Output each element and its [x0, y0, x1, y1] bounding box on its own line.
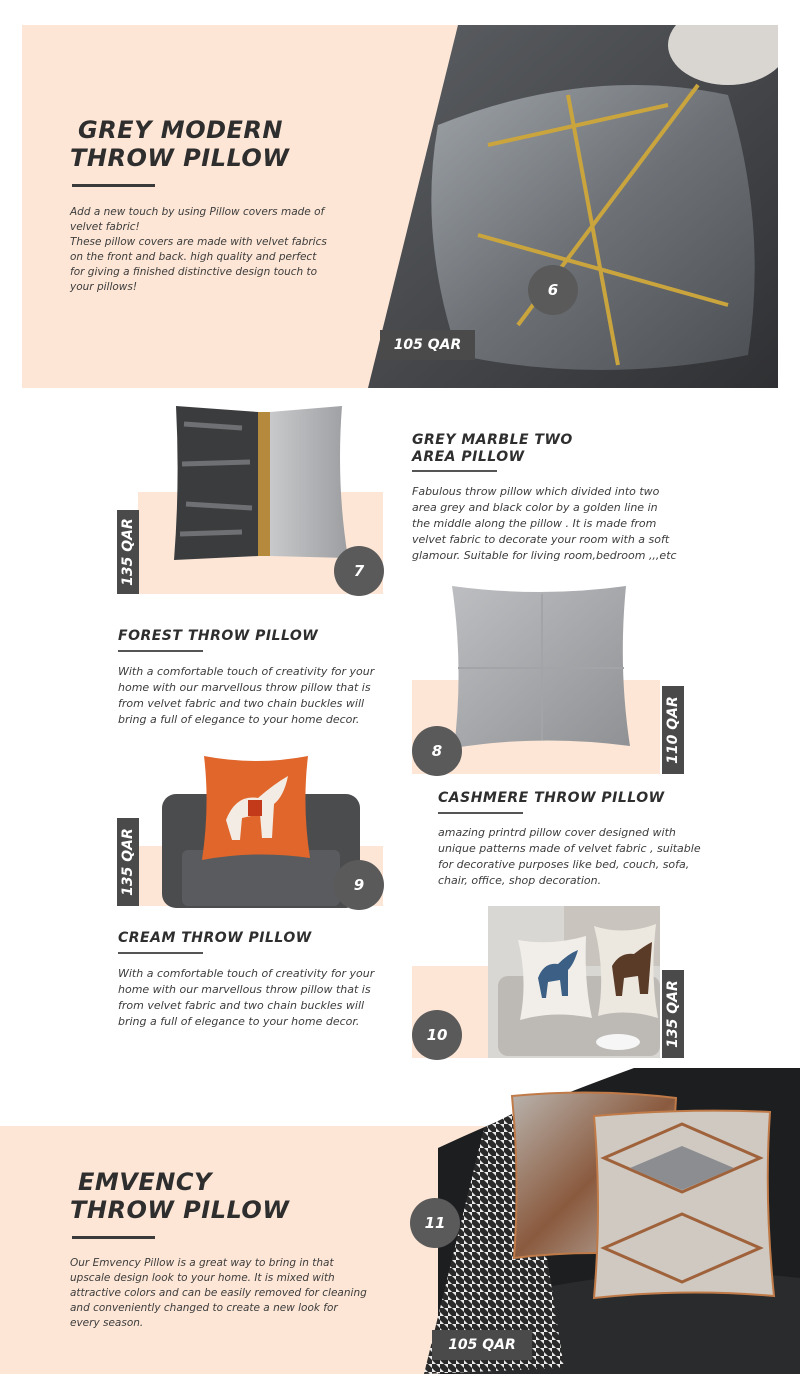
- product-11-photo: [424, 1068, 800, 1374]
- product-10-number-badge: 10: [412, 1010, 462, 1060]
- product-11-title-line1: EMVENCY: [78, 1168, 212, 1196]
- product-10-title-underline: [118, 952, 203, 954]
- product-8-description: With a comfortable touch of creativity for your home with our marvellous throw pillow that is from velvet fabric and two chain buckles will bring a full of elegance to your home decor.: [118, 665, 375, 726]
- product-10-photo: [488, 906, 660, 1058]
- product-10-price-tag: [662, 970, 684, 1058]
- product-9-price-tag: [117, 818, 139, 906]
- product-9-title: CASHMERE THROW PILLOW: [438, 790, 665, 806]
- product-7-description: Fabulous throw pillow which divided into two area grey and black color by a golden line in the middle along the pillow . It is made from velvet fabric to decorate your room with a soft glamour. Suitable for living room,bedroom ,,,etc: [412, 485, 677, 562]
- product-6-price: 105 QAR: [380, 330, 475, 360]
- product-7-number-badge: 7: [334, 546, 384, 596]
- product-8-number-badge: 8: [412, 726, 462, 776]
- product-7-photo: [172, 404, 350, 562]
- product-9-number-badge: 9: [334, 860, 384, 910]
- product-9-price: 135 QAR: [120, 828, 136, 896]
- product-10-price: 135 QAR: [665, 980, 681, 1048]
- product-10-title: CREAM THROW PILLOW: [118, 930, 312, 946]
- product-9-title-underline: [438, 812, 523, 814]
- product-8-price: 110 QAR: [665, 696, 681, 764]
- product-8-title-underline: [118, 650, 203, 652]
- product-6-title-line1: GREY MODERN: [78, 116, 283, 144]
- product-8-title: FOREST THROW PILLOW: [118, 628, 319, 644]
- product-9-description: amazing printrd pillow cover designed with unique patterns made of velvet fabric , suitable for decorative purposes like bed, couch, sofa, chair, office, shop decoration.: [438, 826, 701, 887]
- product-9-photo: [162, 754, 360, 908]
- product-11-description: Our Emvency Pillow is a great way to bring in that upscale design look to your home. It is mixed with attractive colors and can be easily removed for cleaning and conveniently changed to create a new look for every season.: [70, 1257, 367, 1329]
- product-7-title-line1: GREY MARBLE TWO: [412, 432, 573, 448]
- product-6-number-badge: 6: [528, 265, 578, 315]
- product-11-price: 105 QAR: [432, 1330, 532, 1360]
- product-8-price-tag: [662, 686, 684, 774]
- product-10-description: With a comfortable touch of creativity for your home with our marvellous throw pillow that is from velvet fabric and two chain buckles will bring a full of elegance to your home decor.: [118, 967, 375, 1028]
- product-7-price: 135 QAR: [120, 518, 136, 586]
- product-8-photo: [448, 584, 632, 750]
- product-6-title-line2: THROW PILLOW: [70, 144, 290, 172]
- product-11-title-underline: [72, 1236, 155, 1239]
- product-7-title-line2: AREA PILLOW: [412, 449, 525, 465]
- product-7-price-tag: [117, 510, 139, 594]
- product-7-title-underline: [412, 470, 497, 472]
- product-6-title-underline: [72, 184, 155, 187]
- product-6-description: Add a new touch by using Pillow covers made of velvet fabric! These pillow covers are made with velvet fabrics on the front and back. high quality and perfect for giving a finished distinctive design touch to your pillows!: [70, 206, 327, 293]
- product-11-title-line2: THROW PILLOW: [70, 1196, 290, 1224]
- product-11-number-badge: 11: [410, 1198, 460, 1248]
